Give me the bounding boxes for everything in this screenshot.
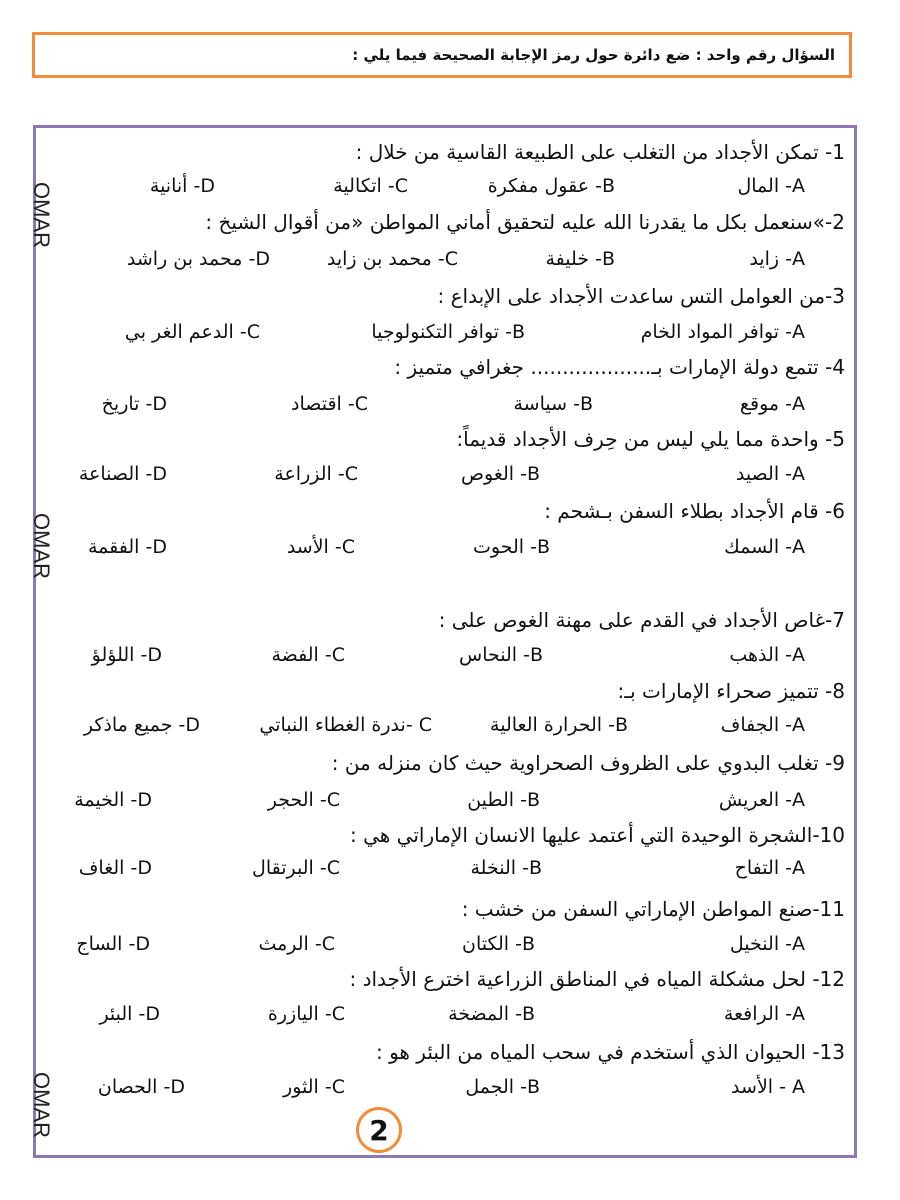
- question-4-text: 4- تتمع دولة الإمارات بـ................... جغرافي متميز :: [394, 355, 845, 379]
- q9-option-a[interactable]: A- العريش: [718, 789, 805, 811]
- q2-option-a[interactable]: A- زايد: [749, 248, 805, 270]
- q3-option-c[interactable]: C- الدعم الغر بي: [124, 321, 260, 343]
- q10-option-d[interactable]: D- الغاف: [78, 857, 152, 879]
- q8-option-d[interactable]: D- جميع ماذكر: [83, 714, 200, 736]
- q10-option-c[interactable]: C- البرتقال: [252, 857, 340, 879]
- q12-option-a[interactable]: A- الرافعة: [723, 1003, 805, 1025]
- q9-option-b[interactable]: B- الطين: [467, 789, 540, 811]
- q10-option-a[interactable]: A- التفاح: [734, 857, 805, 879]
- q8-option-a[interactable]: A- الجفاف: [720, 714, 805, 736]
- q7-option-c[interactable]: C- الفضة: [271, 644, 345, 666]
- q11-option-c[interactable]: C- الرمث: [258, 933, 335, 955]
- q12-option-c[interactable]: C- اليازرة: [267, 1003, 345, 1025]
- q7-option-a[interactable]: A- الذهب: [729, 644, 805, 666]
- q7-option-b[interactable]: B- النحاس: [459, 644, 543, 666]
- question-5-text: 5- واحدة مما يلي ليس من حِرف الأجداد قديماً:: [456, 427, 845, 451]
- q4-option-b[interactable]: B- سياسة: [513, 393, 593, 415]
- q1-option-d[interactable]: D- أنانية: [149, 175, 215, 197]
- q11-option-a[interactable]: A- النخيل: [729, 933, 805, 955]
- q9-option-c[interactable]: C- الحجر: [267, 789, 340, 811]
- q12-option-d[interactable]: D- البئر: [99, 1003, 160, 1025]
- q6-option-b[interactable]: B- الحوت: [473, 536, 550, 558]
- q5-option-b[interactable]: B- الغوص: [461, 463, 540, 485]
- q2-option-c[interactable]: C- محمد بن زايد: [326, 248, 458, 270]
- q13-option-a[interactable]: A - الأسد: [731, 1076, 805, 1098]
- question-13-text: 13- الحيوان الذي أستخدم في سحب المياه من البئر هو :: [375, 1040, 845, 1064]
- q11-option-d[interactable]: D- الساج: [76, 933, 150, 955]
- q6-option-d[interactable]: D- الفقمة: [88, 536, 167, 558]
- q1-option-b[interactable]: B- عقول مفكرة: [487, 175, 615, 197]
- q2-option-d[interactable]: D- محمد بن راشد: [126, 248, 270, 270]
- watermark-text: OMAR: [29, 513, 54, 579]
- q3-option-b[interactable]: B- توافر التكنولوجيا: [371, 321, 525, 343]
- q9-option-d[interactable]: D- الخيمة: [74, 789, 152, 811]
- q6-option-c[interactable]: C- الأسد: [286, 536, 355, 558]
- question-10-text: 10-الشجرة الوحيدة التي أعتمد عليها الانسان الإماراتي هي :: [350, 823, 845, 847]
- q13-option-b[interactable]: B- الجمل: [465, 1076, 540, 1098]
- q8-option-b[interactable]: B- الحرارة العالية: [490, 714, 628, 736]
- page-number: 2: [369, 1113, 389, 1147]
- q11-option-b[interactable]: B- الكتان: [462, 933, 535, 955]
- instruction-header: [32, 32, 852, 78]
- question-9-text: 9- تغلب البدوي على الظروف الصحراوية حيث كان منزله من :: [331, 751, 845, 775]
- question-1-text: 1- تمكن الأجداد من التغلب على الطبيعة القاسية من خلال :: [355, 140, 845, 164]
- page-number-badge: [356, 1107, 402, 1153]
- instruction-title: السؤال رقم واحد : ضع دائرة حول رمز الإجابة الصحيحة فيما يلي :: [352, 46, 835, 64]
- q5-option-a[interactable]: A- الصيد: [735, 463, 805, 485]
- question-6-text: 6- قام الأجداد بطلاء السفن بـشحم :: [544, 499, 845, 523]
- q5-option-d[interactable]: D- الصناعة: [78, 463, 167, 485]
- q4-option-c[interactable]: C- اقتصاد: [291, 393, 368, 415]
- q1-option-a[interactable]: A- المال: [737, 175, 805, 197]
- q13-option-c[interactable]: C- الثور: [283, 1076, 345, 1098]
- q1-option-c[interactable]: C- اتكالية: [333, 175, 408, 197]
- question-12-text: 12- لحل مشكلة المياه في المناطق الزراعية اخترع الأجداد :: [349, 967, 845, 991]
- watermark-text: OMAR: [29, 182, 54, 248]
- q10-option-b[interactable]: B- النخلة: [470, 857, 542, 879]
- q7-option-d[interactable]: D- اللؤلؤ: [91, 644, 162, 666]
- question-11-text: 11-صنع المواطن الإماراتي السفن من خشب :: [461, 897, 845, 921]
- q12-option-b[interactable]: B- المضخة: [448, 1003, 535, 1025]
- q5-option-c[interactable]: C- الزراعة: [274, 463, 358, 485]
- question-7-text: 7-غاص الأجداد في القدم على مهنة الغوص على :: [438, 608, 845, 632]
- q6-option-a[interactable]: A- السمك: [724, 536, 805, 558]
- question-3-text: 3-من العوامل التس ساعدت الأجداد على الإبداع :: [437, 284, 845, 308]
- question-2-text: 2-»سنعمل بكل ما يقدرنا الله عليه لتحقيق أماني المواطن «من أقوال الشيخ :: [205, 210, 845, 234]
- q2-option-b[interactable]: B- خليفة: [545, 248, 615, 270]
- q8-option-c[interactable]: C -ندرة الغطاء النباتي: [259, 714, 432, 736]
- q3-option-a[interactable]: A- توافر المواد الخام: [640, 321, 805, 343]
- q4-option-a[interactable]: A- موقع: [739, 393, 805, 415]
- q13-option-d[interactable]: D- الحصان: [97, 1076, 185, 1098]
- watermark-text: OMAR: [29, 1072, 54, 1138]
- q4-option-d[interactable]: D- تاريخ: [101, 393, 167, 415]
- question-8-text: 8- تتميز صحراء الإمارات بـ:: [617, 679, 845, 703]
